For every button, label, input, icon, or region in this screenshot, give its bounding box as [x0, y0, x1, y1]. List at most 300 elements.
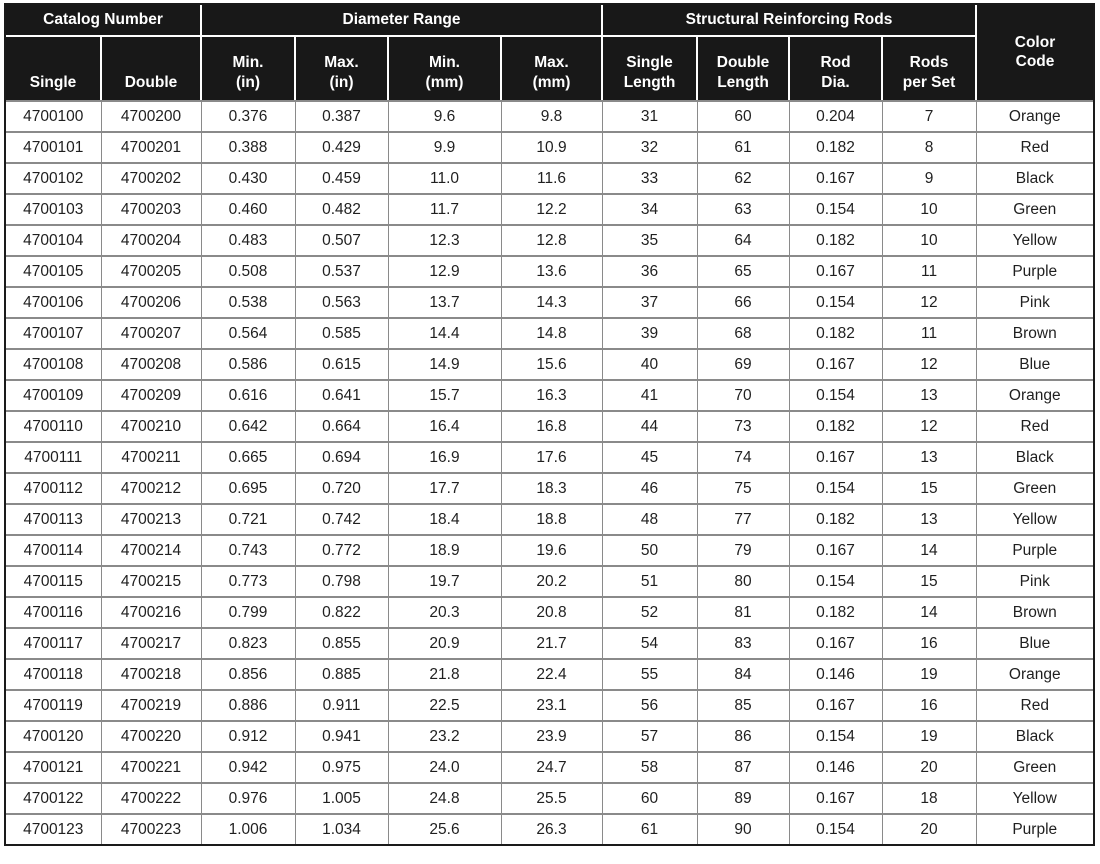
- cell-double-length: 79: [697, 535, 789, 566]
- cell-min-in: 0.976: [201, 783, 295, 814]
- cell-max-mm: 14.3: [501, 287, 602, 318]
- cell-min-mm: 14.9: [388, 349, 501, 380]
- cell-double-length: 87: [697, 752, 789, 783]
- cell-rods-per-set: 14: [882, 597, 976, 628]
- cell-rod-dia: 0.154: [789, 194, 882, 225]
- cell-min-in: 0.912: [201, 721, 295, 752]
- cell-min-in: 0.799: [201, 597, 295, 628]
- cell-rods-per-set: 12: [882, 349, 976, 380]
- cell-rods-per-set: 8: [882, 132, 976, 163]
- cell-color-code: Green: [976, 752, 1093, 783]
- cell-rod-dia: 0.167: [789, 163, 882, 194]
- table-body: [6, 101, 1093, 844]
- cell-double-length: 61: [697, 132, 789, 163]
- cell-catalog-single: 4700118: [6, 659, 101, 690]
- cell-catalog-single: 4700106: [6, 287, 101, 318]
- cell-rods-per-set: 16: [882, 628, 976, 659]
- cell-min-in: 0.616: [201, 380, 295, 411]
- cell-catalog-double: 4700213: [101, 504, 201, 535]
- cell-catalog-single: 4700110: [6, 411, 101, 442]
- cell-single-length: 39: [602, 318, 697, 349]
- table-row: [6, 690, 1093, 721]
- cell-min-mm: 17.7: [388, 473, 501, 504]
- cell-catalog-single: 4700120: [6, 721, 101, 752]
- cell-color-code: Yellow: [976, 783, 1093, 814]
- cell-max-in: 0.641: [295, 380, 388, 411]
- cell-min-in: 0.942: [201, 752, 295, 783]
- cell-double-length: 89: [697, 783, 789, 814]
- cell-color-code: Pink: [976, 287, 1093, 318]
- cell-catalog-single: 4700101: [6, 132, 101, 163]
- cell-color-code: Blue: [976, 628, 1093, 659]
- table-row: [6, 442, 1093, 473]
- column-header-double-length: Double Length: [697, 36, 789, 101]
- cell-min-in: 0.586: [201, 349, 295, 380]
- cell-rods-per-set: 19: [882, 721, 976, 752]
- cell-double-length: 73: [697, 411, 789, 442]
- cell-rod-dia: 0.167: [789, 349, 882, 380]
- cell-min-mm: 12.9: [388, 256, 501, 287]
- cell-catalog-double: 4700206: [101, 287, 201, 318]
- cell-rod-dia: 0.154: [789, 287, 882, 318]
- table-row: [6, 287, 1093, 318]
- cell-double-length: 83: [697, 628, 789, 659]
- cell-max-mm: 25.5: [501, 783, 602, 814]
- cell-double-length: 75: [697, 473, 789, 504]
- cell-max-mm: 18.3: [501, 473, 602, 504]
- cell-rod-dia: 0.182: [789, 318, 882, 349]
- cell-single-length: 46: [602, 473, 697, 504]
- table-row: [6, 566, 1093, 597]
- cell-max-in: 0.798: [295, 566, 388, 597]
- cell-catalog-double: 4700219: [101, 690, 201, 721]
- cell-min-mm: 24.0: [388, 752, 501, 783]
- cell-rod-dia: 0.182: [789, 225, 882, 256]
- cell-rod-dia: 0.146: [789, 659, 882, 690]
- group-header-diameter-range: Diameter Range: [201, 5, 602, 36]
- cell-single-length: 48: [602, 504, 697, 535]
- column-header-single: Single: [6, 36, 101, 101]
- cell-rods-per-set: 10: [882, 194, 976, 225]
- table-row: [6, 473, 1093, 504]
- column-header-rod-dia: Rod Dia.: [789, 36, 882, 101]
- cell-min-mm: 11.0: [388, 163, 501, 194]
- cell-double-length: 66: [697, 287, 789, 318]
- cell-max-mm: 16.8: [501, 411, 602, 442]
- column-header-min-mm: Min. (mm): [388, 36, 501, 101]
- cell-color-code: Green: [976, 194, 1093, 225]
- cell-min-in: 0.483: [201, 225, 295, 256]
- cell-min-in: 0.376: [201, 101, 295, 132]
- cell-single-length: 31: [602, 101, 697, 132]
- cell-max-mm: 15.6: [501, 349, 602, 380]
- cell-single-length: 58: [602, 752, 697, 783]
- cell-catalog-double: 4700209: [101, 380, 201, 411]
- cell-color-code: Yellow: [976, 225, 1093, 256]
- cell-min-in: 1.006: [201, 814, 295, 844]
- cell-rods-per-set: 13: [882, 504, 976, 535]
- cell-rod-dia: 0.154: [789, 380, 882, 411]
- cell-catalog-single: 4700114: [6, 535, 101, 566]
- cell-single-length: 44: [602, 411, 697, 442]
- sub-header-row: [6, 36, 1093, 101]
- cell-double-length: 69: [697, 349, 789, 380]
- cell-double-length: 90: [697, 814, 789, 844]
- cell-catalog-single: 4700111: [6, 442, 101, 473]
- cell-max-mm: 23.9: [501, 721, 602, 752]
- cell-color-code: Yellow: [976, 504, 1093, 535]
- cell-single-length: 51: [602, 566, 697, 597]
- catalog-table: [6, 5, 1093, 844]
- cell-rods-per-set: 19: [882, 659, 976, 690]
- cell-rod-dia: 0.182: [789, 504, 882, 535]
- cell-catalog-single: 4700117: [6, 628, 101, 659]
- table-row: [6, 132, 1093, 163]
- cell-catalog-single: 4700115: [6, 566, 101, 597]
- group-header-row: [6, 5, 1093, 36]
- cell-min-in: 0.430: [201, 163, 295, 194]
- cell-max-in: 0.975: [295, 752, 388, 783]
- cell-min-mm: 13.7: [388, 287, 501, 318]
- cell-rod-dia: 0.182: [789, 411, 882, 442]
- cell-rods-per-set: 7: [882, 101, 976, 132]
- cell-color-code: Orange: [976, 659, 1093, 690]
- cell-min-mm: 24.8: [388, 783, 501, 814]
- cell-catalog-double: 4700221: [101, 752, 201, 783]
- table-row: [6, 318, 1093, 349]
- cell-rods-per-set: 13: [882, 380, 976, 411]
- cell-catalog-single: 4700112: [6, 473, 101, 504]
- column-header-max-in: Max. (in): [295, 36, 388, 101]
- cell-double-length: 63: [697, 194, 789, 225]
- cell-min-in: 0.743: [201, 535, 295, 566]
- cell-min-mm: 18.9: [388, 535, 501, 566]
- cell-catalog-double: 4700205: [101, 256, 201, 287]
- cell-double-length: 60: [697, 101, 789, 132]
- cell-rod-dia: 0.167: [789, 690, 882, 721]
- cell-double-length: 74: [697, 442, 789, 473]
- cell-rod-dia: 0.154: [789, 721, 882, 752]
- cell-max-in: 1.005: [295, 783, 388, 814]
- cell-single-length: 56: [602, 690, 697, 721]
- cell-rods-per-set: 10: [882, 225, 976, 256]
- cell-min-mm: 11.7: [388, 194, 501, 225]
- cell-max-mm: 20.2: [501, 566, 602, 597]
- cell-min-mm: 14.4: [388, 318, 501, 349]
- cell-max-mm: 20.8: [501, 597, 602, 628]
- cell-catalog-single: 4700109: [6, 380, 101, 411]
- cell-max-in: 0.482: [295, 194, 388, 225]
- cell-catalog-single: 4700121: [6, 752, 101, 783]
- cell-max-in: 0.941: [295, 721, 388, 752]
- cell-rods-per-set: 15: [882, 566, 976, 597]
- cell-catalog-single: 4700108: [6, 349, 101, 380]
- cell-color-code: Purple: [976, 256, 1093, 287]
- cell-single-length: 50: [602, 535, 697, 566]
- cell-catalog-single: 4700104: [6, 225, 101, 256]
- column-header-color-code-line2: Code: [1015, 53, 1055, 70]
- cell-min-mm: 16.4: [388, 411, 501, 442]
- cell-max-in: 0.911: [295, 690, 388, 721]
- cell-rod-dia: 0.154: [789, 814, 882, 844]
- cell-color-code: Black: [976, 163, 1093, 194]
- cell-double-length: 80: [697, 566, 789, 597]
- cell-catalog-double: 4700203: [101, 194, 201, 225]
- cell-rod-dia: 0.167: [789, 256, 882, 287]
- cell-min-mm: 16.9: [388, 442, 501, 473]
- cell-double-length: 86: [697, 721, 789, 752]
- cell-min-mm: 25.6: [388, 814, 501, 844]
- cell-max-mm: 26.3: [501, 814, 602, 844]
- cell-rods-per-set: 11: [882, 318, 976, 349]
- column-header-double: Double: [101, 36, 201, 101]
- cell-single-length: 57: [602, 721, 697, 752]
- cell-min-in: 0.538: [201, 287, 295, 318]
- cell-max-mm: 23.1: [501, 690, 602, 721]
- cell-min-in: 0.773: [201, 566, 295, 597]
- cell-color-code: Pink: [976, 566, 1093, 597]
- cell-single-length: 33: [602, 163, 697, 194]
- cell-single-length: 41: [602, 380, 697, 411]
- cell-max-mm: 16.3: [501, 380, 602, 411]
- cell-catalog-single: 4700105: [6, 256, 101, 287]
- table-row: [6, 659, 1093, 690]
- cell-max-mm: 12.2: [501, 194, 602, 225]
- cell-color-code: Brown: [976, 597, 1093, 628]
- cell-catalog-double: 4700222: [101, 783, 201, 814]
- cell-max-in: 0.563: [295, 287, 388, 318]
- cell-rods-per-set: 14: [882, 535, 976, 566]
- cell-max-mm: 19.6: [501, 535, 602, 566]
- cell-max-in: 0.664: [295, 411, 388, 442]
- cell-rod-dia: 0.167: [789, 783, 882, 814]
- cell-max-in: 0.694: [295, 442, 388, 473]
- table-row: [6, 380, 1093, 411]
- cell-catalog-double: 4700220: [101, 721, 201, 752]
- cell-max-in: 1.034: [295, 814, 388, 844]
- cell-min-in: 0.695: [201, 473, 295, 504]
- cell-single-length: 52: [602, 597, 697, 628]
- cell-min-in: 0.665: [201, 442, 295, 473]
- table-row: [6, 721, 1093, 752]
- cell-rods-per-set: 9: [882, 163, 976, 194]
- cell-rods-per-set: 16: [882, 690, 976, 721]
- cell-rod-dia: 0.146: [789, 752, 882, 783]
- cell-color-code: Purple: [976, 814, 1093, 844]
- cell-min-in: 0.886: [201, 690, 295, 721]
- cell-min-mm: 22.5: [388, 690, 501, 721]
- cell-max-mm: 10.9: [501, 132, 602, 163]
- table-row: [6, 194, 1093, 225]
- cell-max-in: 0.387: [295, 101, 388, 132]
- cell-color-code: Green: [976, 473, 1093, 504]
- cell-max-mm: 21.7: [501, 628, 602, 659]
- cell-min-mm: 15.7: [388, 380, 501, 411]
- cell-max-in: 0.742: [295, 504, 388, 535]
- cell-rods-per-set: 15: [882, 473, 976, 504]
- cell-double-length: 84: [697, 659, 789, 690]
- table-row: [6, 411, 1093, 442]
- cell-catalog-double: 4700212: [101, 473, 201, 504]
- cell-max-mm: 11.6: [501, 163, 602, 194]
- cell-single-length: 54: [602, 628, 697, 659]
- table-row: [6, 349, 1093, 380]
- cell-max-in: 0.822: [295, 597, 388, 628]
- cell-max-in: 0.429: [295, 132, 388, 163]
- cell-catalog-single: 4700123: [6, 814, 101, 844]
- cell-double-length: 68: [697, 318, 789, 349]
- cell-color-code: Orange: [976, 380, 1093, 411]
- cell-min-mm: 20.9: [388, 628, 501, 659]
- cell-catalog-double: 4700207: [101, 318, 201, 349]
- column-header-min-in: Min. (in): [201, 36, 295, 101]
- cell-rod-dia: 0.167: [789, 535, 882, 566]
- cell-rod-dia: 0.182: [789, 597, 882, 628]
- cell-double-length: 64: [697, 225, 789, 256]
- table-header: [6, 5, 1093, 101]
- cell-min-mm: 12.3: [388, 225, 501, 256]
- cell-min-in: 0.856: [201, 659, 295, 690]
- cell-rod-dia: 0.167: [789, 442, 882, 473]
- cell-single-length: 45: [602, 442, 697, 473]
- table-row: [6, 752, 1093, 783]
- cell-max-mm: 13.6: [501, 256, 602, 287]
- cell-color-code: Black: [976, 442, 1093, 473]
- table-row: [6, 783, 1093, 814]
- cell-single-length: 40: [602, 349, 697, 380]
- cell-single-length: 61: [602, 814, 697, 844]
- cell-min-mm: 21.8: [388, 659, 501, 690]
- cell-min-in: 0.460: [201, 194, 295, 225]
- cell-rods-per-set: 13: [882, 442, 976, 473]
- cell-max-in: 0.720: [295, 473, 388, 504]
- cell-color-code: Red: [976, 132, 1093, 163]
- cell-catalog-double: 4700218: [101, 659, 201, 690]
- cell-rod-dia: 0.167: [789, 628, 882, 659]
- cell-max-mm: 17.6: [501, 442, 602, 473]
- cell-max-in: 0.615: [295, 349, 388, 380]
- cell-single-length: 35: [602, 225, 697, 256]
- cell-double-length: 85: [697, 690, 789, 721]
- cell-min-in: 0.642: [201, 411, 295, 442]
- cell-double-length: 77: [697, 504, 789, 535]
- table-row: [6, 597, 1093, 628]
- table-row: [6, 535, 1093, 566]
- table-row: [6, 628, 1093, 659]
- cell-rods-per-set: 12: [882, 287, 976, 318]
- cell-catalog-double: 4700208: [101, 349, 201, 380]
- table-row: [6, 163, 1093, 194]
- cell-min-in: 0.721: [201, 504, 295, 535]
- group-header-catalog-number: Catalog Number: [6, 5, 201, 36]
- column-header-single-length: Single Length: [602, 36, 697, 101]
- cell-min-in: 0.388: [201, 132, 295, 163]
- cell-single-length: 37: [602, 287, 697, 318]
- cell-color-code: Orange: [976, 101, 1093, 132]
- cell-catalog-double: 4700223: [101, 814, 201, 844]
- cell-max-in: 0.885: [295, 659, 388, 690]
- cell-max-in: 0.507: [295, 225, 388, 256]
- cell-min-in: 0.823: [201, 628, 295, 659]
- cell-max-in: 0.459: [295, 163, 388, 194]
- cell-catalog-single: 4700122: [6, 783, 101, 814]
- column-header-rods-per-set: Rods per Set: [882, 36, 976, 101]
- cell-single-length: 60: [602, 783, 697, 814]
- table-row: [6, 814, 1093, 844]
- cell-min-mm: 23.2: [388, 721, 501, 752]
- column-header-color-code: [976, 5, 1093, 101]
- cell-rod-dia: 0.154: [789, 566, 882, 597]
- cell-rods-per-set: 11: [882, 256, 976, 287]
- catalog-table-wrapper: [4, 3, 1095, 846]
- cell-max-mm: 12.8: [501, 225, 602, 256]
- cell-color-code: Black: [976, 721, 1093, 752]
- cell-catalog-double: 4700201: [101, 132, 201, 163]
- cell-min-mm: 19.7: [388, 566, 501, 597]
- cell-single-length: 34: [602, 194, 697, 225]
- cell-catalog-double: 4700202: [101, 163, 201, 194]
- cell-double-length: 62: [697, 163, 789, 194]
- cell-rods-per-set: 12: [882, 411, 976, 442]
- cell-catalog-single: 4700113: [6, 504, 101, 535]
- table-row: [6, 225, 1093, 256]
- cell-rods-per-set: 18: [882, 783, 976, 814]
- table-row: [6, 504, 1093, 535]
- cell-min-mm: 18.4: [388, 504, 501, 535]
- cell-catalog-double: 4700211: [101, 442, 201, 473]
- cell-max-mm: 22.4: [501, 659, 602, 690]
- cell-catalog-single: 4700102: [6, 163, 101, 194]
- cell-max-in: 0.585: [295, 318, 388, 349]
- cell-catalog-single: 4700119: [6, 690, 101, 721]
- cell-double-length: 81: [697, 597, 789, 628]
- cell-rods-per-set: 20: [882, 814, 976, 844]
- cell-max-mm: 14.8: [501, 318, 602, 349]
- cell-min-mm: 20.3: [388, 597, 501, 628]
- cell-color-code: Red: [976, 411, 1093, 442]
- cell-double-length: 65: [697, 256, 789, 287]
- cell-max-in: 0.855: [295, 628, 388, 659]
- cell-single-length: 32: [602, 132, 697, 163]
- cell-catalog-single: 4700107: [6, 318, 101, 349]
- cell-max-mm: 18.8: [501, 504, 602, 535]
- cell-single-length: 36: [602, 256, 697, 287]
- cell-color-code: Purple: [976, 535, 1093, 566]
- cell-rods-per-set: 20: [882, 752, 976, 783]
- cell-rod-dia: 0.182: [789, 132, 882, 163]
- table-row: [6, 101, 1093, 132]
- cell-max-mm: 9.8: [501, 101, 602, 132]
- cell-catalog-double: 4700216: [101, 597, 201, 628]
- cell-max-in: 0.772: [295, 535, 388, 566]
- cell-color-code: Brown: [976, 318, 1093, 349]
- cell-color-code: Blue: [976, 349, 1093, 380]
- cell-color-code: Red: [976, 690, 1093, 721]
- cell-catalog-double: 4700200: [101, 101, 201, 132]
- cell-rod-dia: 0.204: [789, 101, 882, 132]
- group-header-structural-reinforcing-rods: Structural Reinforcing Rods: [602, 5, 976, 36]
- table-row: [6, 256, 1093, 287]
- cell-min-mm: 9.9: [388, 132, 501, 163]
- column-header-color-code-line1: Color: [1014, 33, 1056, 51]
- cell-catalog-single: 4700116: [6, 597, 101, 628]
- cell-catalog-double: 4700215: [101, 566, 201, 597]
- cell-max-mm: 24.7: [501, 752, 602, 783]
- cell-min-in: 0.508: [201, 256, 295, 287]
- cell-catalog-double: 4700217: [101, 628, 201, 659]
- cell-rod-dia: 0.154: [789, 473, 882, 504]
- cell-max-in: 0.537: [295, 256, 388, 287]
